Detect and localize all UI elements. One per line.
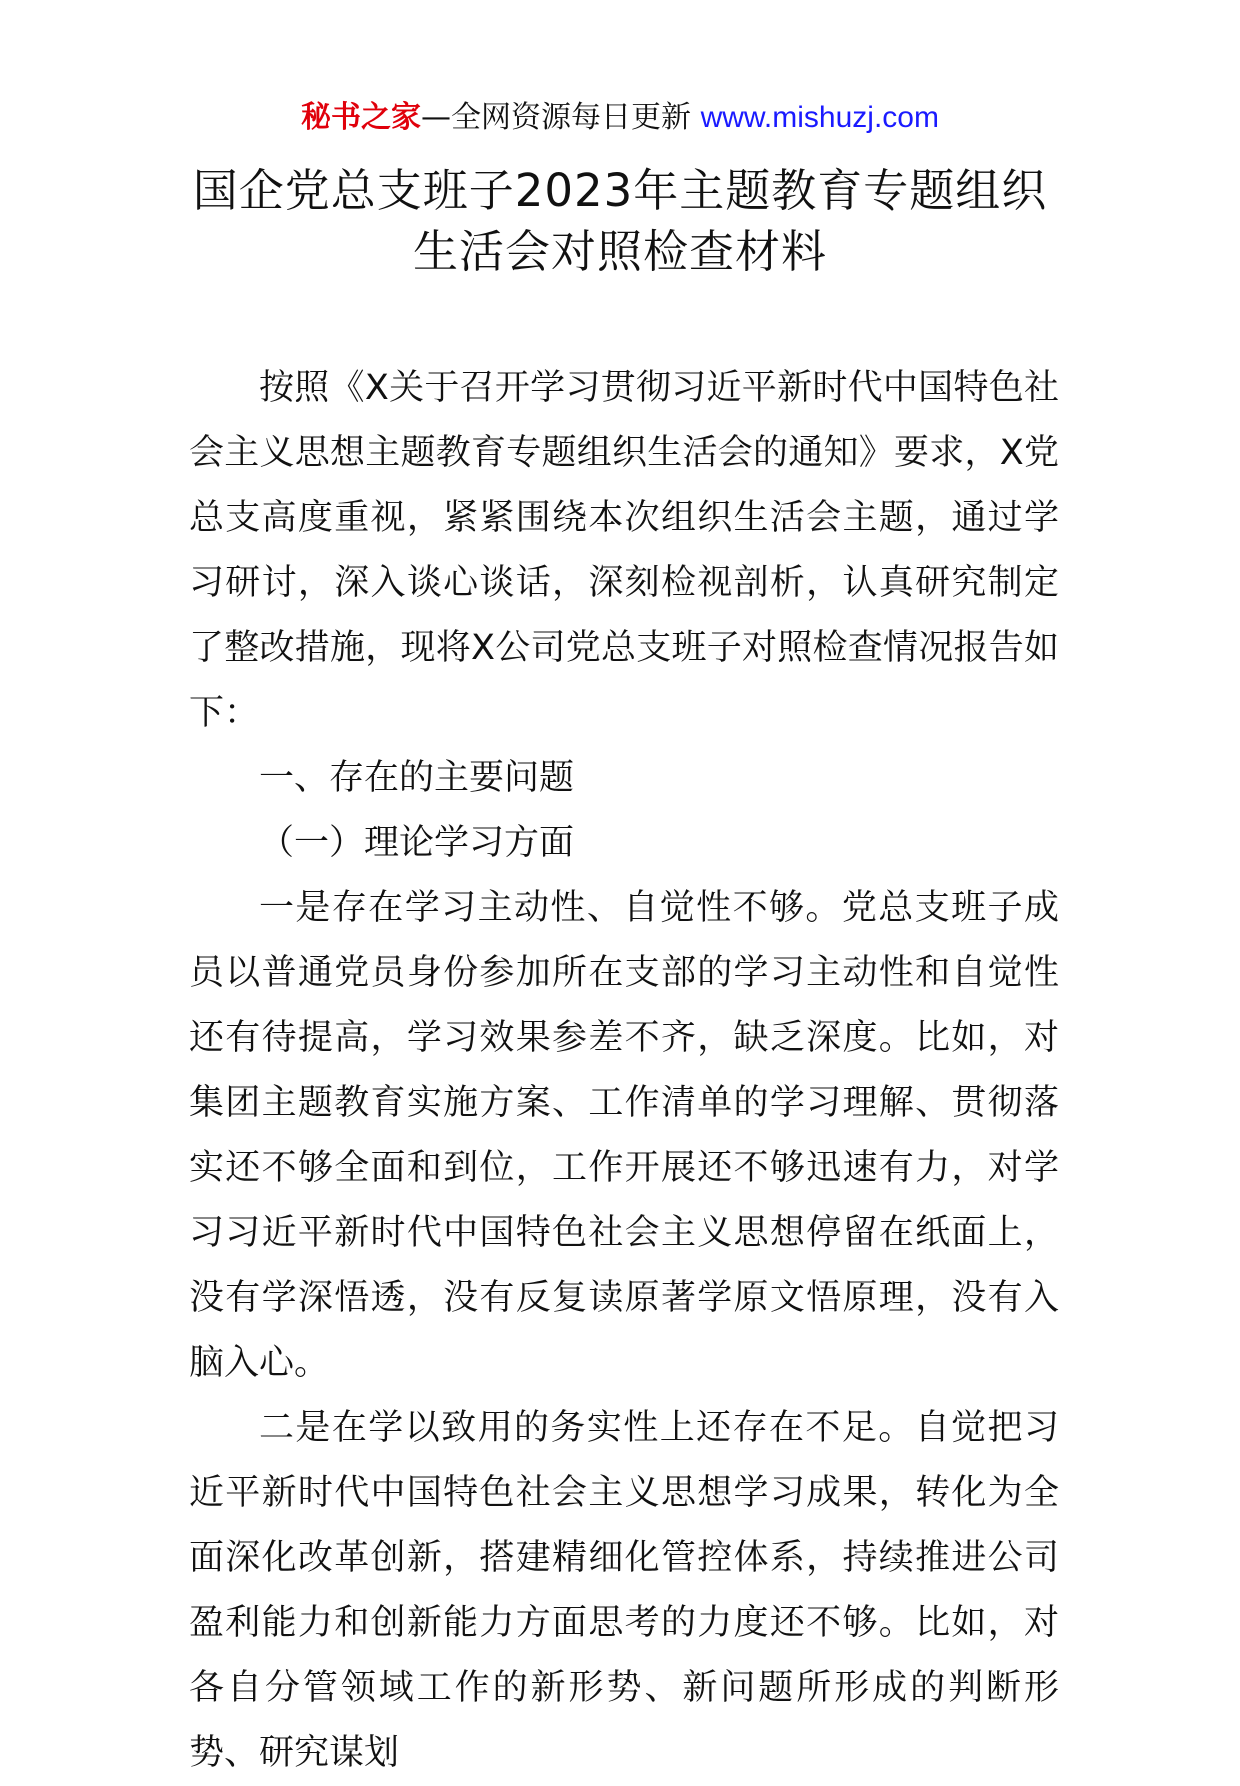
- site-url-link[interactable]: www.mishuzj.com: [700, 101, 939, 134]
- paragraph-issue-1: 一是存在学习主动性、自觉性不够。党总支班子成员以普通党员身份参加所在支部的学习主动性和自觉性还有待提高，学习效果参差不齐，缺乏深度。比如，对集团主题教育实施方案、工作清单的学习理解、贯彻落实还不够全面和到位，工作开展还不够迅速有力，对学习习近平新时代中国特色社会主义思想停留在纸面上，没有学深悟透，没有反复读原著学原文悟原理，没有入脑入心。: [189, 888, 1059, 1383]
- document-body: [189, 356, 1059, 1786]
- paragraph-intro: 按照《X关于召开学习贯彻习近平新时代中国特色社会主义思想主题教育专题组织生活会的通知》要求，X党总支高度重视，紧紧围绕本次组织生活会主题，通过学习研讨，深入谈心谈话，深刻检视剖析，认真研究制定了整改措施，现将X公司党总支班子对照检查情况报告如下：: [189, 368, 1059, 733]
- document-title-line-2: 生活会对照检查材料: [412, 225, 827, 278]
- subsection-heading-theory-study: （一）理论学习方面: [259, 823, 575, 863]
- site-brand: 秘书之家: [301, 100, 422, 135]
- document-title: [150, 160, 1090, 282]
- document-title-line-1: 国企党总支班子2023年主题教育专题组织: [192, 164, 1048, 217]
- section-heading-main-problems: 一、存在的主要问题: [259, 758, 575, 798]
- site-header: [0, 98, 1240, 138]
- paragraph-issue-2: 二是在学以致用的务实性上还存在不足。自觉把习近平新时代中国特色社会主义思想学习成果，转化为全面深化改革创新，搭建精细化管控体系，持续推进公司盈利能力和创新能力方面思考的力度还不够。比如，对各自分管领域工作的新形势、新问题所形成的判断形势、研究谋划: [189, 1408, 1059, 1773]
- site-slogan: —全网资源每日更新: [421, 100, 701, 135]
